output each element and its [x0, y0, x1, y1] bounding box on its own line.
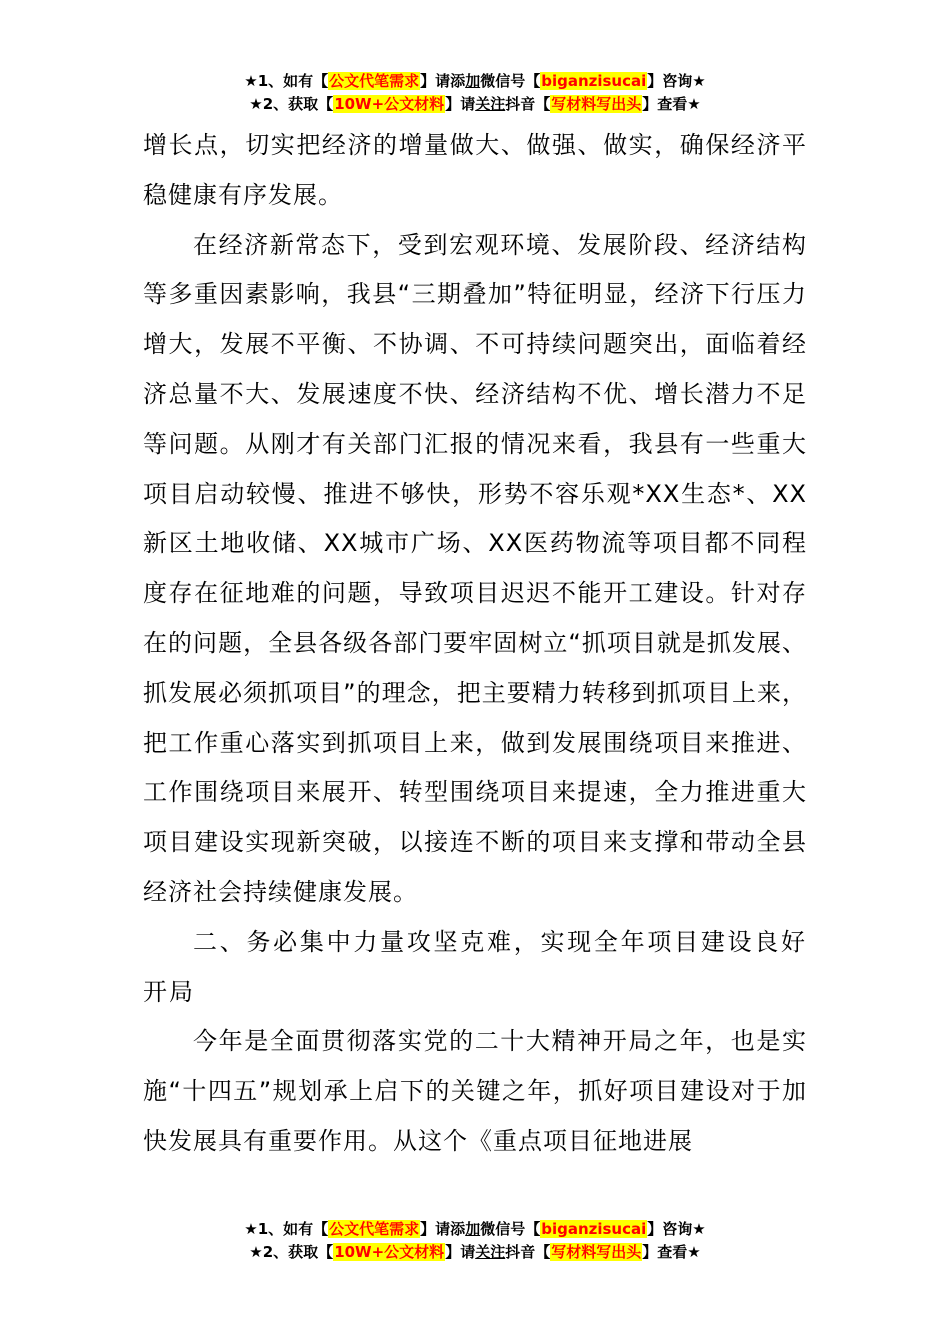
banner-text: 】请 — [445, 95, 476, 113]
banner-text: ★1、如有【 — [244, 72, 329, 90]
banner-text: 抖音【 — [505, 1243, 551, 1261]
banner-text: 】咨询★ — [647, 72, 706, 90]
banner-line-2 — [0, 93, 950, 116]
banner-line-1 — [0, 70, 950, 93]
banner-text: 微信号【 — [480, 72, 541, 90]
paragraph-this-year: 今年是全面贯彻落实党的二十大精神开局之年，也是实施“十四五”规划承上启下的关键之年，抓好项目建设对于加快发展具有重要作用。从这个《重点项目征地进展 — [143, 1027, 807, 1155]
paragraph-economy-situation: 在经济新常态下，受到宏观环境、发展阶段、经济结构等多重因素影响，我县“三期叠加”特征明显，经济下行压力增大，发展不平衡、不协调、不可持续问题突出，面临着经济总量不大、发展速度不快、经济结构不优、增长潜力不足等问题。从刚才有关部门汇报的情况来看，我县有一些重大项目启动较慢、推进不够快，形势不容乐观*XX生态*、XX新区土地收储、XX城市广场、XX医药物流等项目都不同程度存在征地难的问题，导致项目迟迟不能开工建设。针对存在的问题，全县各级各部门要牢固树立“抓项目就是抓发展、抓发展必须抓项目”的理念，把主要精力转移到抓项目上来，把工作重心落实到抓项目上来，做到发展围绕项目来推进、工作围绕项目来展开、转型围绕项目来提速，全力推进重大项目建设实现新突破，以接连不断的项目来支撑和带动全县经济社会持续健康发展。 — [143, 230, 807, 906]
banner-text: 】请 — [445, 1243, 476, 1261]
highlight-douyin-account: 写材料写出头 — [551, 1243, 642, 1261]
banner-underlined-text: 关注 — [475, 1243, 506, 1261]
banner-underlined-text: 加 — [465, 1220, 481, 1238]
highlight-writing-service: 公文代笔需求 — [329, 1220, 420, 1238]
highlight-wechat-id: biganzisucai — [541, 72, 647, 90]
banner-line-1 — [0, 1218, 950, 1241]
banner-text: 】咨询★ — [647, 1220, 706, 1238]
banner-text: ★2、获取【 — [249, 1243, 334, 1261]
highlight-wechat-id: biganzisucai — [541, 1220, 647, 1238]
banner-text: ★2、获取【 — [249, 95, 334, 113]
banner-text: 】查看★ — [642, 95, 701, 113]
banner-text: 微信号【 — [480, 1220, 541, 1238]
banner-underlined-text: 加 — [465, 72, 481, 90]
highlight-writing-service: 公文代笔需求 — [329, 72, 420, 90]
document-body — [143, 121, 807, 1167]
header-banner — [0, 70, 950, 116]
banner-text: ★1、如有【 — [244, 1220, 329, 1238]
banner-text: 】查看★ — [642, 1243, 701, 1261]
paragraph-continuation: 增长点，切实把经济的增量做大、做强、做实，确保经济平稳健康有序发展。 — [143, 131, 807, 209]
highlight-materials: 10W+公文材料 — [334, 1243, 445, 1261]
banner-text: 】请添 — [420, 1220, 466, 1238]
footer-banner — [0, 1218, 950, 1264]
highlight-douyin-account: 写材料写出头 — [551, 95, 642, 113]
section-heading-2: 二、务必集中力量攻坚克难，实现全年项目建设良好开局 — [143, 927, 807, 1006]
banner-text: 】请添 — [420, 72, 466, 90]
banner-text: 抖音【 — [505, 95, 551, 113]
highlight-materials: 10W+公文材料 — [334, 95, 445, 113]
banner-underlined-text: 关注 — [475, 95, 506, 113]
banner-line-2 — [0, 1241, 950, 1264]
